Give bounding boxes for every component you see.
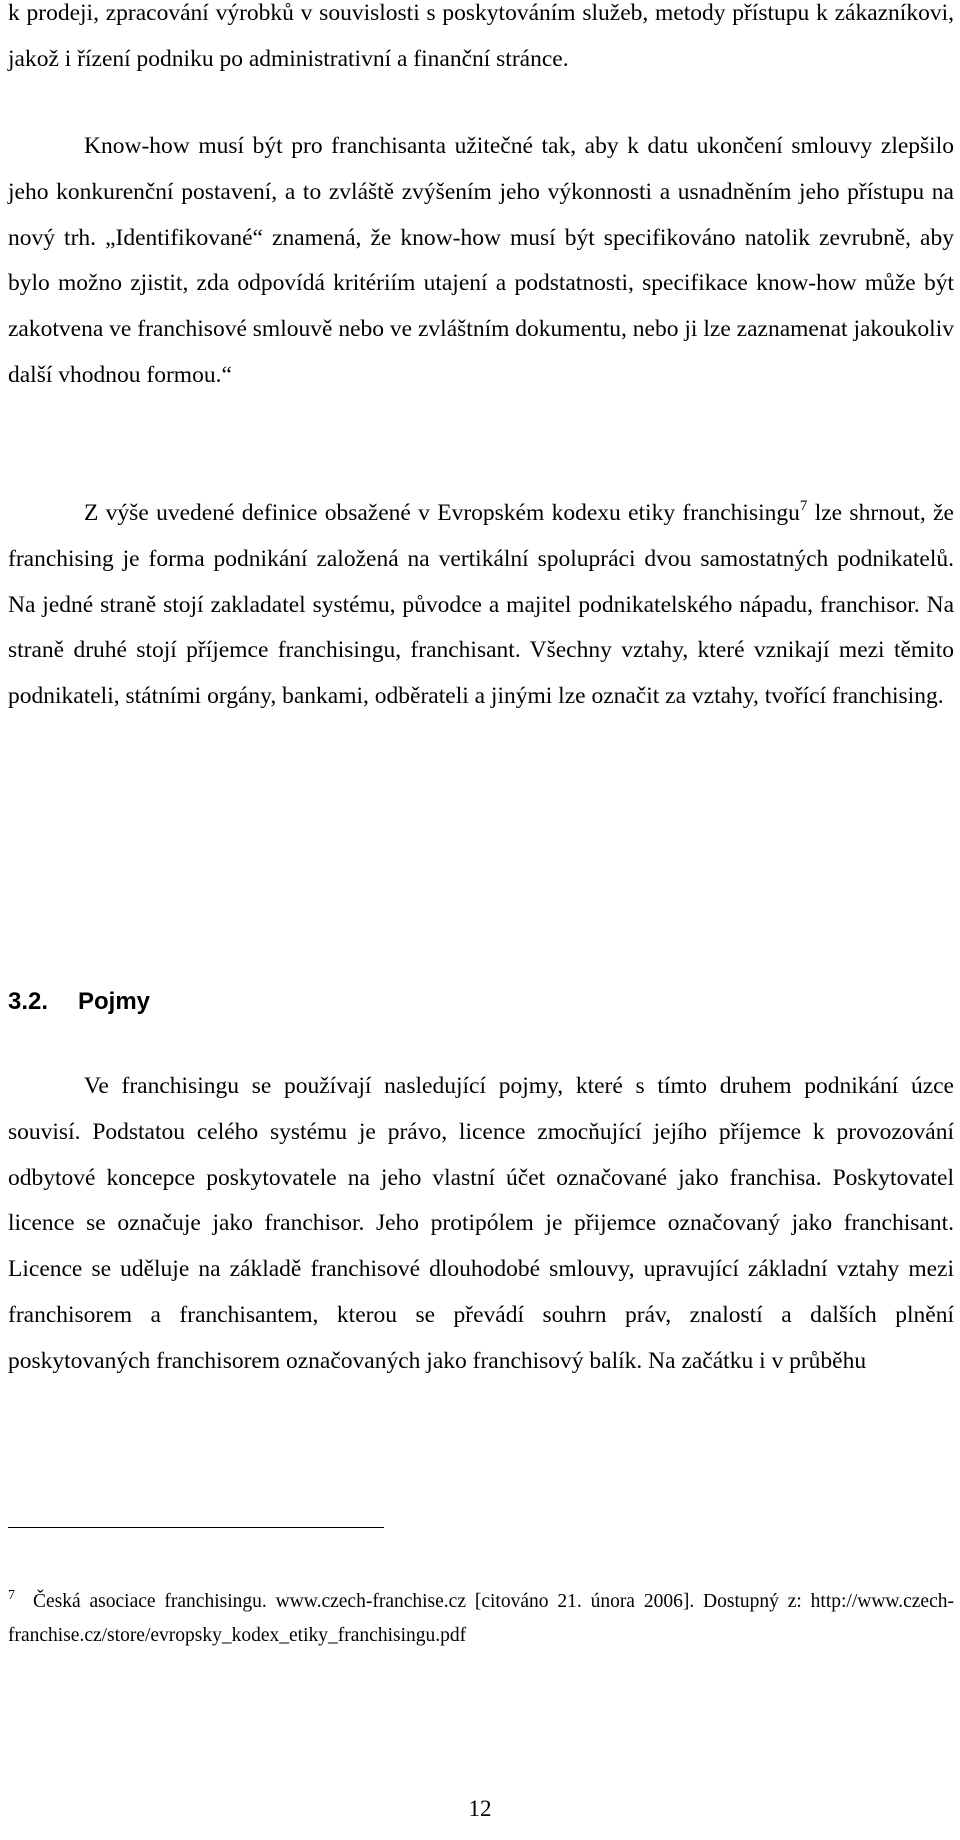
footnote-text: Česká asociace franchisingu. www.czech-franchise.cz [citováno 21. února 2006]. Dostupný z: http://www.czech-franchise.cz/store/evropsky_kodex_etiky_franchisingu.pdf [8,1591,954,1646]
section-title: Pojmy [78,988,151,1015]
page-number: 12 [468,1796,492,1821]
section-number: 3.2. [8,988,49,1015]
section-heading [8,988,150,1016]
footnote [8,1585,954,1653]
paragraph-continuation: k prodeji, zpracování výrobků v souvislosti s poskytováním služeb, metody přístupu k zákazníkovi, jakož i řízení podniku po administrativní a finanční stránce. [8,0,954,72]
paragraph-text-after-ref: lze shrnout, že franchising je forma podnikání založená na vertikální spolupráci dvou samostatných podnikatelů. Na jedné straně stojí zakladatel systému, původce a majitel podnikatelského nápadu, franchisor. Na straně druhé stojí příjemce franchisingu, franchisant. Všechny vztahy, které vznikají mezi těmito podnikateli, státními orgány, bankami, odběrateli a jinými lze označit za vztahy, tvořící franchising. [8,500,954,710]
paragraph-definition-summary [8,491,954,720]
paragraph-text-before-ref: Z výše uvedené definice obsažené v Evropském kodexu etiky franchisingu [84,500,800,526]
footnote-separator [8,1527,384,1528]
footnote-reference[interactable]: 7 [799,498,808,514]
footnote-mark: 7 [8,1588,15,1603]
paragraph-know-how: Know-how musí být pro franchisanta užitečné tak, aby k datu ukončení smlouvy zlepšilo jeho konkurenční postavení, a to zvláště zvýšením jeho výkonnosti a usnadněním jeho přístupu na nový trh. „Identifikované“ znamená, že know-how musí být specifikováno natolik zevrubně, aby bylo možno zjistit, zda odpovídá kritériím utajení a podstatnosti, specifikace know-how může být zakotvena ve franchisové smlouvě nebo ve zvláštním dokumentu, nebo ji lze zaznamenat jakoukoliv další vhodnou formou.“ [8,133,954,388]
paragraph-pojmy: Ve franchisingu se používají nasledující pojmy, které s tímto druhem podnikání úzce souvisí. Podstatou celého systému je právo, licence zmocňující jejího příjemce k provozování odbytové koncepce poskytovatele na jeho vlastní účet označované jako franchisa. Poskytovatel licence se označuje jako franchisor. Jeho protipólem je přijemce označovaný jako franchisant. Licence se uděluje na základě franchisové dlouhodobé smlouvy, upravující základní vztahy mezi franchisorem a franchisantem, kterou se převádí souhrn práv, znalostí a dalších plnění poskytovaných franchisorem označovaných jako franchisový balík. Na začátku i v průběhu [8,1073,954,1374]
